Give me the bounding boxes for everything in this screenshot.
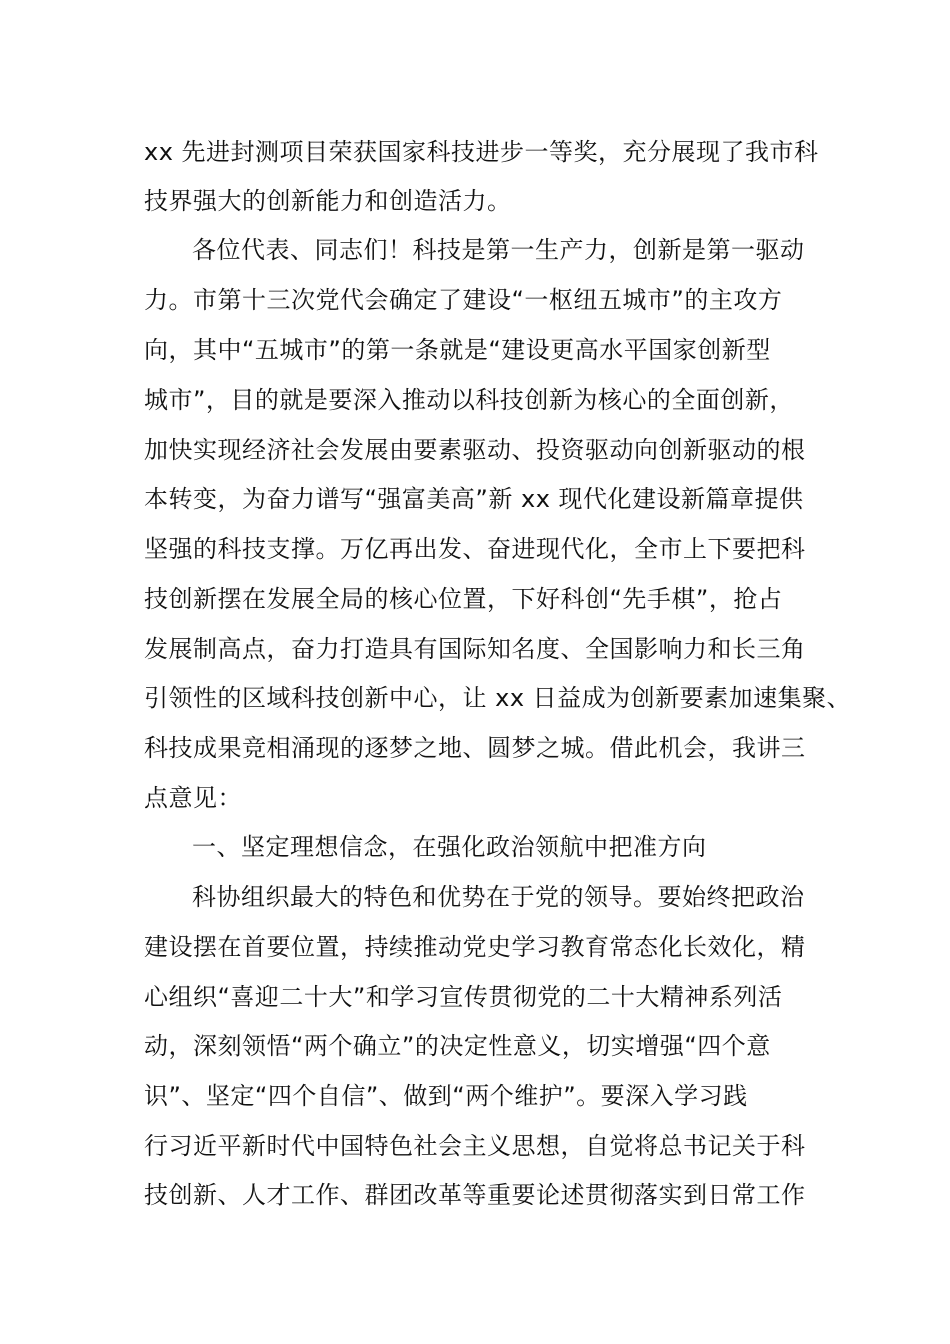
- text-line: 科技成果竞相涌现的逐梦之地、圆梦之城。借此机会，我讲三: [144, 734, 806, 762]
- paragraph-first-line: 各位代表、同志们！科技是第一生产力，创新是第一驱动: [192, 236, 805, 264]
- text-line: 识”、坚定“四个自信”、做到“两个维护”。要深入学习践: [144, 1082, 748, 1110]
- text-line: 技创新、人才工作、群团改革等重要论述贯彻落实到日常工作: [144, 1181, 806, 1209]
- text-line: 技创新摆在发展全局的核心位置，下好科创“先手棋”，抢占: [144, 585, 783, 613]
- text-line: 本转变，为奋力谱写“强富美高”新 xx 现代化建设新篇章提供: [144, 485, 804, 513]
- paragraph-first-line: 科协组织最大的特色和优势在于党的领导。要始终把政治: [192, 883, 805, 911]
- text-line: 建设摆在首要位置，持续推动党史学习教育常态化长效化，精: [144, 933, 806, 961]
- text-line: 点意见：: [144, 784, 242, 812]
- text-line: 动，深刻领悟“两个确立”的决定性意义，切实增强“四个意: [144, 1032, 771, 1060]
- text-line: 心组织“喜迎二十大”和学习宣传贯彻党的二十大精神系列活: [144, 983, 783, 1011]
- text-line: 坚强的科技支撑。万亿再出发、奋进现代化，全市上下要把科: [144, 535, 806, 563]
- text-line: 行习近平新时代中国特色社会主义思想，自觉将总书记关于科: [144, 1132, 806, 1160]
- text-line: 向，其中“五城市”的第一条就是“建设更高水平国家创新型: [144, 336, 771, 364]
- text-line: 加快实现经济社会发展由要素驱动、投资驱动向创新驱动的根: [144, 436, 806, 464]
- text-line: 技界强大的创新能力和创造活力。: [144, 187, 512, 215]
- text-line: xx 先进封测项目荣获国家科技进步一等奖，充分展现了我市科: [144, 138, 819, 166]
- text-line: 城市”，目的就是要深入推动以科技创新为核心的全面创新，: [144, 386, 794, 414]
- section-heading: 一、坚定理想信念，在强化政治领航中把准方向: [192, 833, 707, 861]
- text-line: 力。市第十三次党代会确定了建设“一枢纽五城市”的主攻方: [144, 286, 783, 314]
- text-line: 发展制高点，奋力打造具有国际知名度、全国影响力和长三角: [144, 635, 806, 663]
- text-line: 引领性的区域科技创新中心，让 xx 日益成为创新要素加速集聚、: [144, 684, 852, 712]
